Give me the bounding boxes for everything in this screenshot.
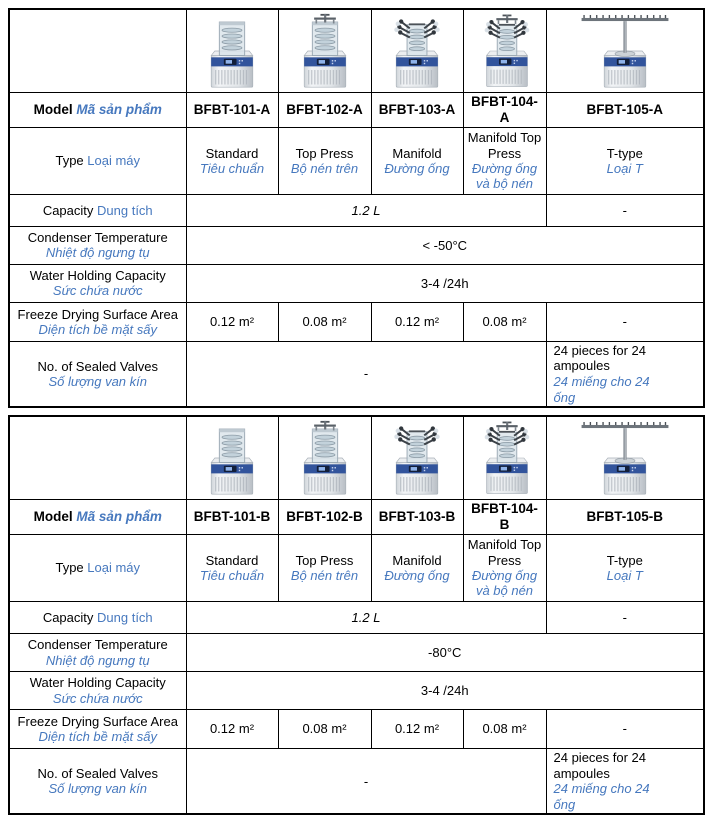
label-en: Model [33, 101, 73, 117]
row-capacity [9, 194, 704, 226]
label-vi: Nhiệt độ ngưng tụ [45, 652, 150, 668]
model-value: BFBT-101-A [186, 93, 278, 128]
type-row-label [9, 127, 186, 194]
type-en: Top Press [295, 552, 354, 568]
row-product-images [9, 416, 704, 500]
type-vi: Tiêu chuẩn [199, 568, 265, 584]
capacity-merged-value: 1.2 L [186, 194, 546, 226]
freeze-value: 0.08 m² [278, 302, 371, 341]
machine-image-top-press [284, 13, 366, 89]
label-vi: Diện tích bề mặt sấy [38, 321, 157, 337]
type-value [463, 127, 546, 194]
machine-image-standard [191, 13, 273, 89]
model-value: BFBT-105-B [546, 500, 704, 535]
freeze-value: 0.08 m² [278, 710, 371, 749]
condenser-row-label [9, 634, 186, 672]
freeze-row-label [9, 710, 186, 749]
freeze-value: 0.12 m² [371, 302, 463, 341]
product-image-cell [546, 416, 704, 500]
type-en: Top Press [295, 145, 354, 161]
row-freeze-drying-surface-area [9, 710, 704, 749]
machine-image-t-type [570, 13, 680, 89]
label-vi: Sức chứa nước [52, 283, 143, 299]
condenser-value: < -50°C [186, 226, 704, 264]
label-en: Condenser Temperature [27, 637, 168, 653]
freeze-value: 0.12 m² [371, 710, 463, 749]
water-value: 3-4 /24h [186, 672, 704, 710]
type-value [371, 535, 463, 602]
type-vi: Bộ nén trên [290, 160, 359, 176]
valves-note-en: 24 pieces for 24 ampoules [553, 342, 647, 374]
freeze-value: 0.08 m² [463, 302, 546, 341]
label-en: No. of Sealed Valves [37, 765, 158, 781]
row-sealed-valves [9, 341, 704, 407]
valves-row-label [9, 749, 186, 815]
row-model [9, 93, 704, 128]
type-en: Standard [205, 552, 259, 568]
type-en: Manifold Top Press [467, 537, 542, 568]
product-image-cell [546, 9, 704, 93]
label-en: Type [55, 153, 84, 169]
type-en: Manifold [392, 145, 442, 161]
capacity-row-label [9, 602, 186, 634]
product-image-cell [371, 9, 463, 93]
type-value [371, 127, 463, 194]
row-condenser-temperature [9, 226, 704, 264]
machine-image-manifold-top-press [467, 13, 547, 89]
row-model [9, 500, 704, 535]
model-value: BFBT-104-B [463, 500, 546, 535]
capacity-row-label [9, 194, 186, 226]
row-freeze-drying-surface-area [9, 302, 704, 341]
spec-table-series-b [8, 415, 705, 815]
type-value [186, 127, 278, 194]
row-water-holding-capacity [9, 672, 704, 710]
product-image-cell [463, 416, 546, 500]
valves-note-vi: 24 miếng cho 24 ống [553, 374, 650, 405]
row-type [9, 535, 704, 602]
row-type [9, 127, 704, 194]
corner-cell [9, 416, 186, 500]
label-vi: Sức chứa nước [52, 690, 143, 706]
row-sealed-valves [9, 749, 704, 815]
freeze-value: 0.12 m² [186, 710, 278, 749]
capacity-last-value: - [546, 194, 704, 226]
valves-last-value [546, 341, 704, 407]
machine-image-top-press [284, 420, 366, 496]
type-value [463, 535, 546, 602]
valves-merged-value: - [186, 341, 546, 407]
type-vi: Tiêu chuẩn [199, 160, 265, 176]
label-vi: Số lượng van kín [48, 374, 147, 390]
type-value [546, 535, 704, 602]
label-vi: Diện tích bề mặt sấy [38, 729, 157, 745]
valves-note-vi: 24 miếng cho 24 ống [553, 781, 650, 812]
type-value [546, 127, 704, 194]
valves-note-en: 24 pieces for 24 ampoules [553, 750, 647, 781]
label-vi: Loại máy [87, 560, 141, 576]
type-vi: Bộ nén trên [290, 568, 359, 584]
corner-cell [9, 9, 186, 93]
type-value [278, 127, 371, 194]
product-image-cell [186, 416, 278, 500]
product-image-cell [463, 9, 546, 93]
machine-image-manifold [376, 13, 458, 89]
machine-image-standard [191, 420, 273, 496]
label-en: No. of Sealed Valves [37, 358, 158, 374]
machine-image-t-type [570, 420, 680, 496]
type-row-label [9, 535, 186, 602]
model-value: BFBT-101-B [186, 500, 278, 535]
freeze-value: 0.08 m² [463, 710, 546, 749]
label-vi: Số lượng van kín [48, 781, 147, 797]
valves-merged-value: - [186, 749, 546, 815]
type-en: Manifold Top Press [467, 130, 542, 161]
type-value [186, 535, 278, 602]
capacity-last-value: - [546, 602, 704, 634]
condenser-row-label [9, 226, 186, 264]
model-row-label [9, 500, 186, 535]
type-vi: Đường ống [384, 568, 450, 584]
model-value: BFBT-105-A [546, 93, 704, 128]
label-en: Freeze Drying Surface Area [17, 713, 178, 729]
row-water-holding-capacity [9, 264, 704, 302]
label-vi: Dung tích [97, 609, 153, 625]
label-en: Model [33, 509, 73, 525]
water-row-label [9, 264, 186, 302]
freeze-value: - [546, 302, 704, 341]
label-en: Capacity [42, 202, 94, 218]
valves-row-label [9, 341, 186, 407]
label-en: Condenser Temperature [27, 230, 168, 246]
type-en: Manifold [392, 552, 442, 568]
label-vi: Loại máy [87, 153, 141, 169]
label-vi: Mã sản phẩm [76, 101, 162, 117]
type-en: Standard [205, 145, 259, 161]
label-vi: Mã sản phẩm [76, 509, 162, 525]
spec-table-series-a [8, 8, 705, 408]
model-value: BFBT-102-A [278, 93, 371, 128]
water-value: 3-4 /24h [186, 264, 704, 302]
type-en: T-type [606, 552, 643, 568]
row-condenser-temperature [9, 634, 704, 672]
type-vi: Loại T [606, 160, 643, 176]
freeze-value: - [546, 710, 704, 749]
type-vi: Đường ống [384, 160, 450, 176]
freeze-value: 0.12 m² [186, 302, 278, 341]
product-image-cell [371, 416, 463, 500]
type-vi: Đường ống và bộ nén [471, 160, 538, 192]
model-value: BFBT-103-B [371, 500, 463, 535]
freeze-row-label [9, 302, 186, 341]
product-image-cell [278, 9, 371, 93]
condenser-value: -80°C [186, 634, 704, 672]
capacity-merged-value: 1.2 L [186, 602, 546, 634]
model-value: BFBT-104-A [463, 93, 546, 128]
model-value: BFBT-102-B [278, 500, 371, 535]
product-image-cell [278, 416, 371, 500]
model-row-label [9, 93, 186, 128]
label-en: Type [55, 560, 84, 576]
model-value: BFBT-103-A [371, 93, 463, 128]
product-image-cell [186, 9, 278, 93]
type-vi: Đường ống và bộ nén [471, 568, 538, 599]
row-product-images [9, 9, 704, 93]
machine-image-manifold-top-press [467, 420, 547, 496]
machine-image-manifold [376, 420, 458, 496]
label-vi: Nhiệt độ ngưng tụ [45, 245, 150, 261]
label-en: Water Holding Capacity [29, 675, 166, 691]
label-en: Freeze Drying Surface Area [17, 306, 178, 322]
valves-last-value [546, 749, 704, 815]
row-capacity [9, 602, 704, 634]
type-vi: Loại T [606, 568, 643, 584]
water-row-label [9, 672, 186, 710]
type-en: T-type [606, 145, 643, 161]
label-vi: Dung tích [97, 202, 153, 218]
label-en: Capacity [42, 609, 94, 625]
type-value [278, 535, 371, 602]
label-en: Water Holding Capacity [29, 268, 166, 284]
